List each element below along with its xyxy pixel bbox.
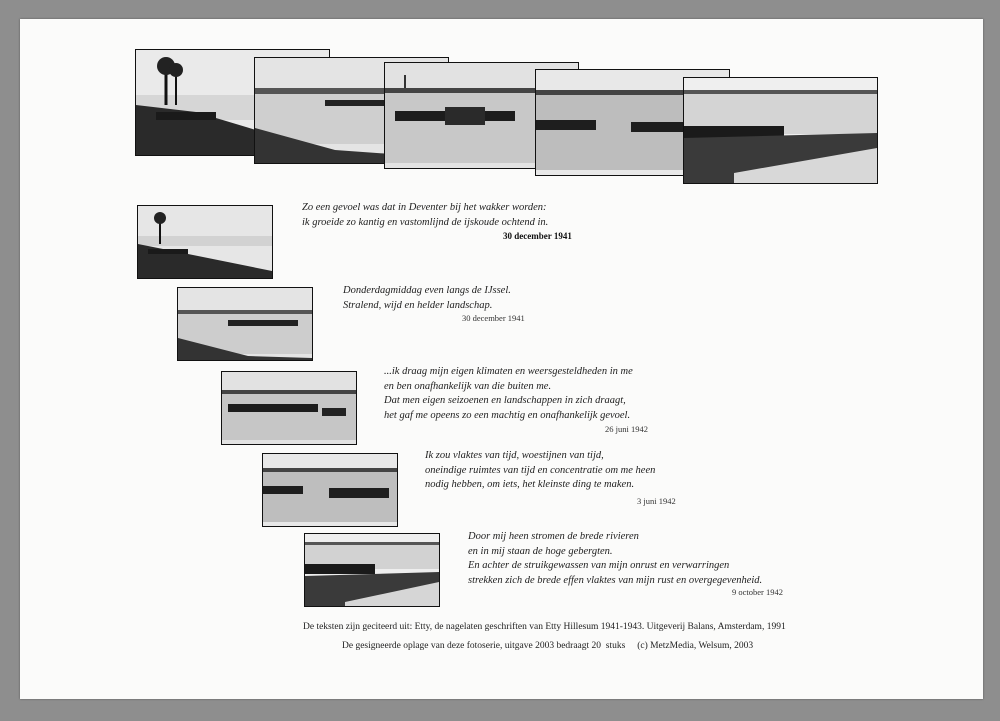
quote-line: Ik zou vlaktes van tijd, woestijnen van tijd, <box>425 450 604 461</box>
panorama-photo-5 <box>683 77 878 184</box>
quote-line: strekken zich de brede effen vlaktes van mijn rust en overgegevenheid. <box>468 574 763 586</box>
quote-date-5: 9 october 1942 <box>732 587 783 597</box>
quote-photo-2 <box>177 287 313 361</box>
quote-photo-5 <box>304 533 440 607</box>
quote-line: Door mij heen stromen de brede rivieren <box>468 531 639 542</box>
quote-3 <box>384 365 633 423</box>
quote-line: ...ik draag mijn eigen klimaten en weersgesteldheden in me <box>384 366 633 377</box>
quote-4 <box>425 449 655 493</box>
quote-line: Donderdagmiddag even langs de IJssel. <box>343 285 511 296</box>
quote-photo-1 <box>137 205 273 279</box>
quote-line: nodig hebben, om iets, het kleinste ding te maken. <box>425 479 635 490</box>
quote-photo-3 <box>221 371 357 445</box>
photo-card <box>20 19 983 699</box>
quote-date-4: 3 juni 1942 <box>637 496 676 506</box>
quote-line: En achter de struikgewassen van mijn onrust en verwarringen <box>468 560 730 571</box>
quote-line: Dat men eigen seizoenen en landschappen in zich draagt, <box>384 395 626 406</box>
quote-line: oneindige ruimtes van tijd en concentratie om me heen <box>425 464 656 476</box>
quote-line: Stralend, wijd en helder landschap. <box>343 299 493 311</box>
quote-line: Zo een gevoel was dat in Deventer bij het wakker worden: <box>302 202 547 213</box>
quote-line: en in mij staan de hoge gebergten. <box>468 545 613 557</box>
quote-date-3: 26 juni 1942 <box>605 424 648 434</box>
quote-line: en ben onafhankelijk van die buiten me. <box>384 380 552 392</box>
quote-2 <box>343 284 511 313</box>
quote-line: het gaf me opeens zo een machtig en onafhankelijk gevoel. <box>384 409 631 421</box>
quote-line: ik groeide zo kantig en vastomlijnd de ijskoude ochtend in. <box>302 216 549 228</box>
quote-1 <box>302 201 548 230</box>
quote-date-1: 30 december 1941 <box>503 231 572 241</box>
quote-5 <box>468 530 762 588</box>
credit-line-1: De teksten zijn geciteerd uit: Etty, de nagelaten geschriften van Etty Hillesum 1941-1943. Uitgeverij Balans, Amsterdam, 1991 <box>303 622 786 632</box>
credit-line-2: De gesigneerde oplage van deze fotoserie, uitgave 2003 bedraagt 20 stuks (c) MetzMedia, Welsum, 2003 <box>342 641 754 651</box>
quote-photo-4 <box>262 453 398 527</box>
quote-date-2: 30 december 1941 <box>462 313 525 323</box>
